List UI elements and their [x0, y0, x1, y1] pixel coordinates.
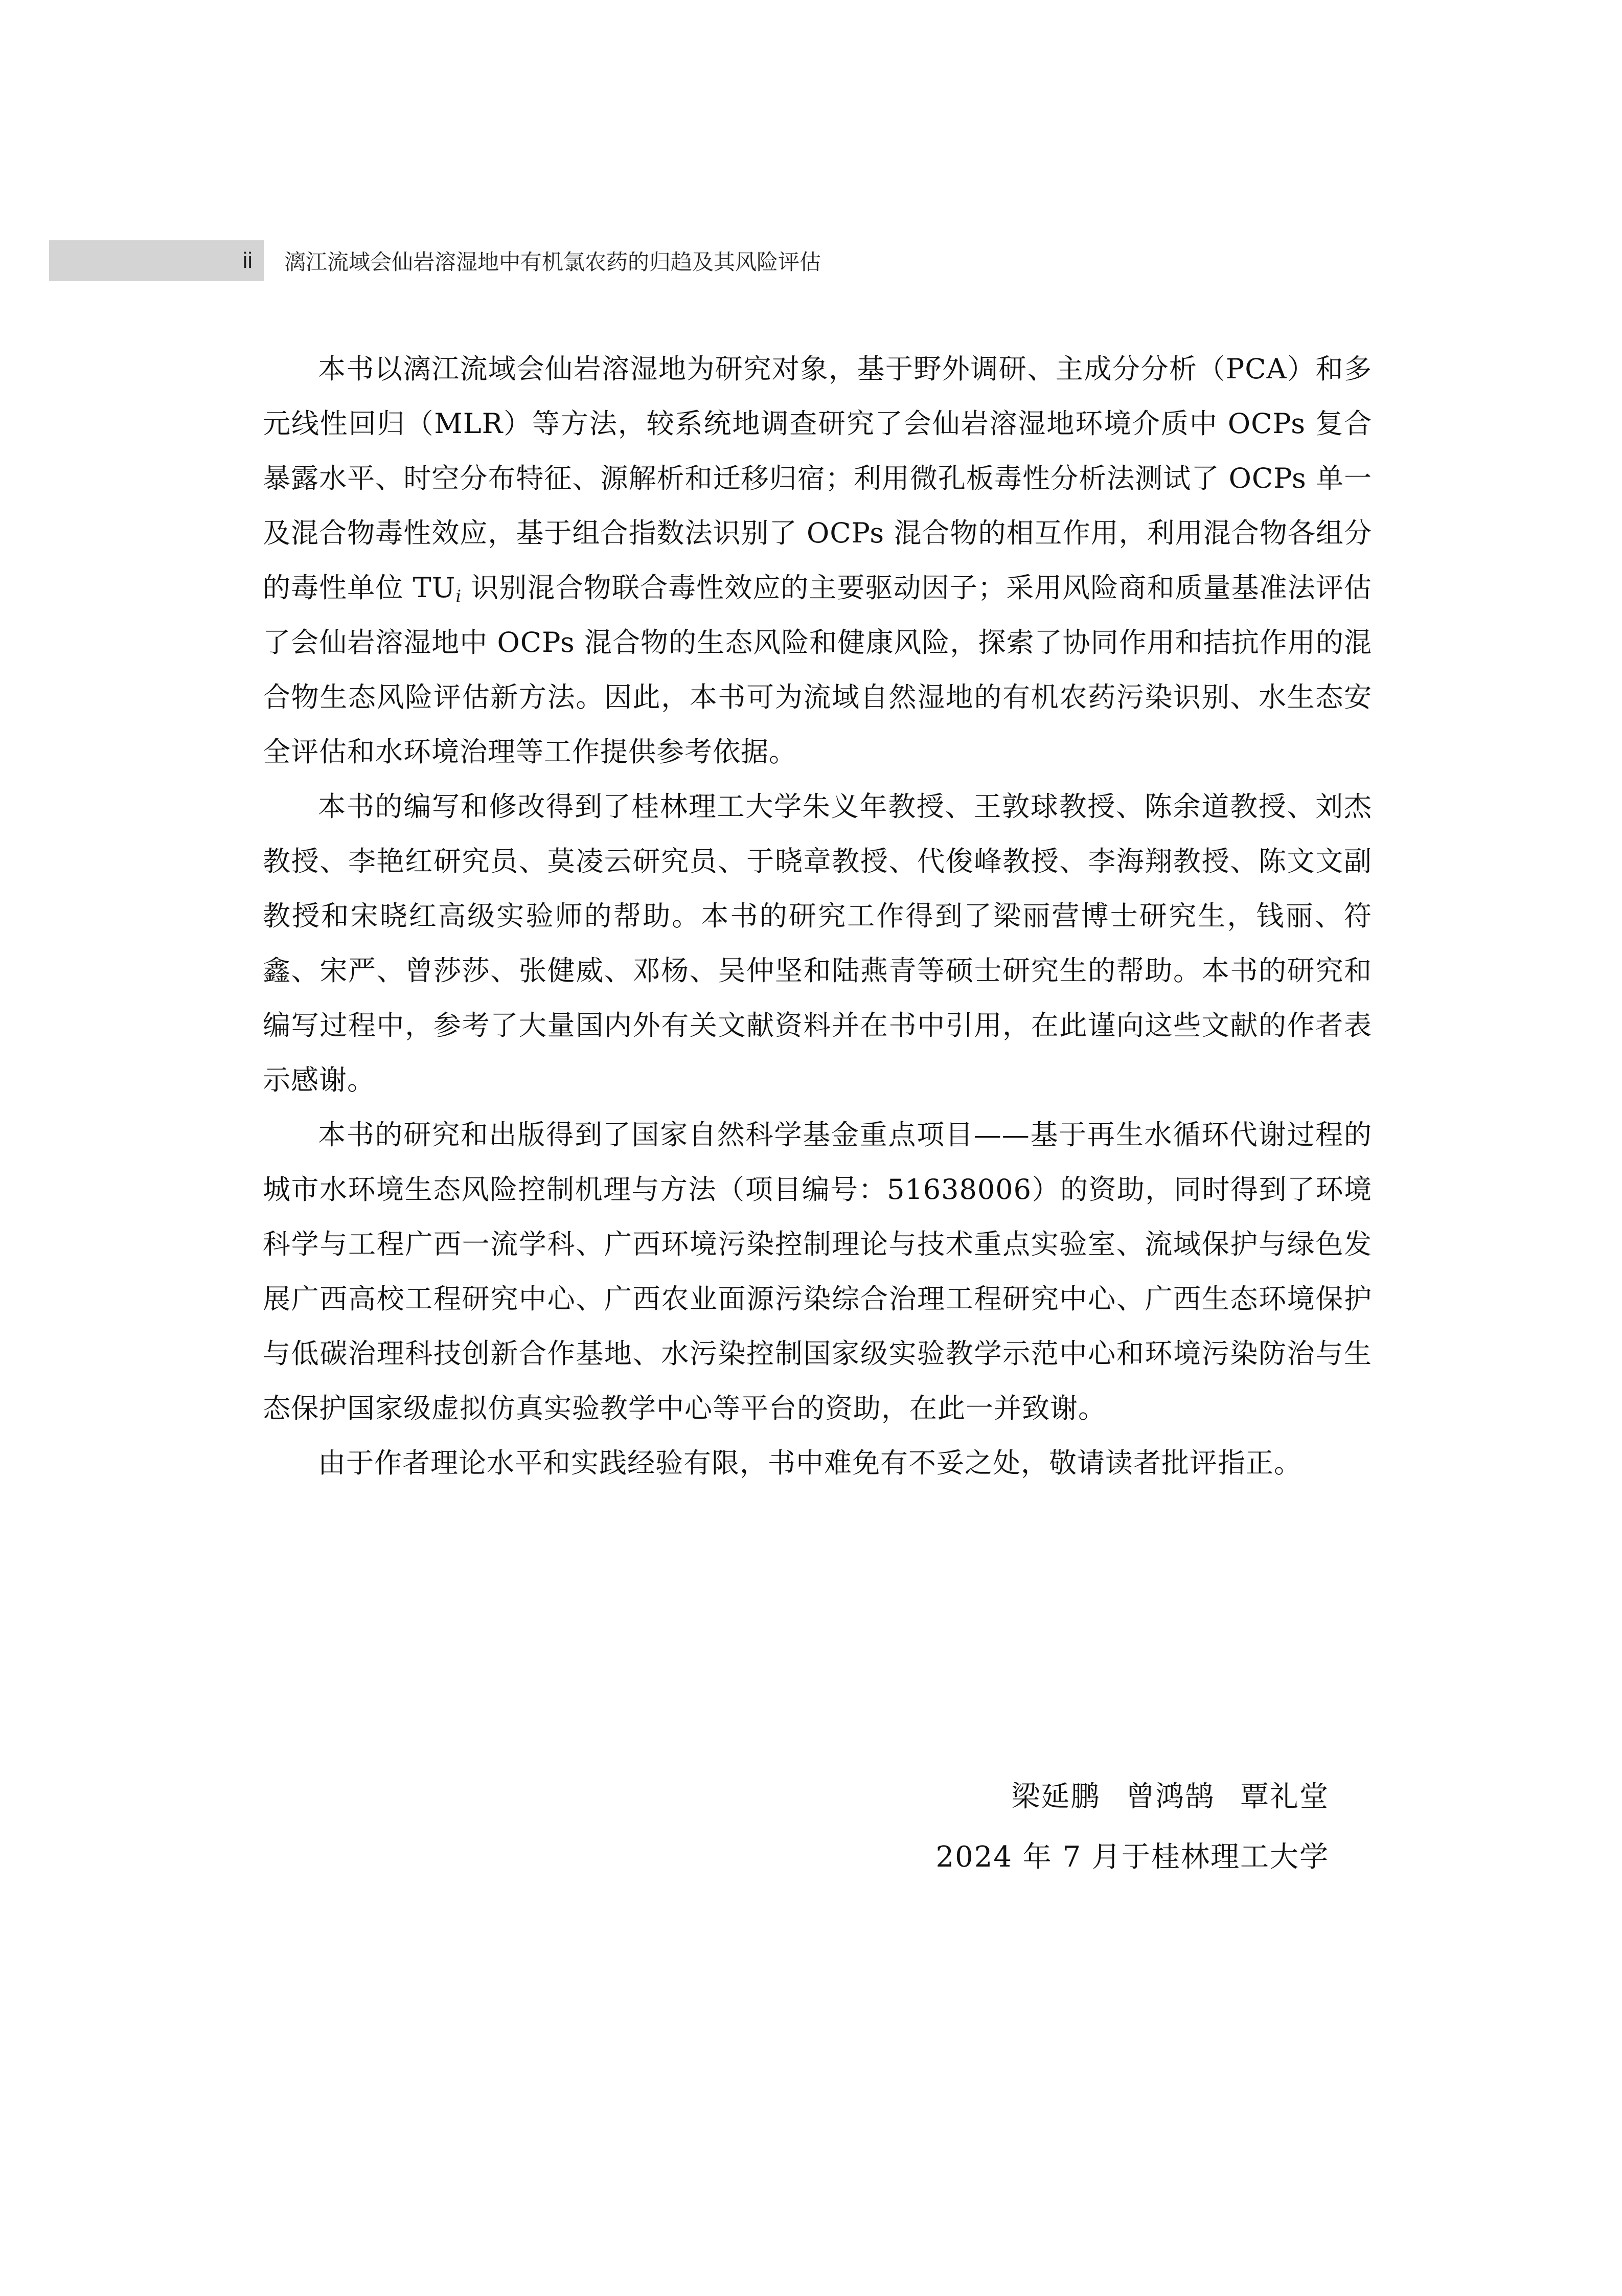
page-number-band — [49, 240, 264, 281]
preface-body — [263, 342, 1372, 1490]
page-number: ii — [242, 248, 253, 273]
book-title: 漓江流域会仙岩溶湿地中有机氯农药的归趋及其风险评估 — [284, 249, 821, 275]
running-header — [49, 240, 1572, 281]
paragraph-research-summary — [263, 342, 1372, 779]
subscript: i — [455, 586, 462, 607]
paragraph-acknowledgements: 本书的编写和修改得到了桂林理工大学朱义年教授、王敦球教授、陈余道教授、刘杰教授、李艳红研究员、莫凌云研究员、于晓章教授、代俊峰教授、李海翔教授、陈文文副教授和宋晓红高级实验师的帮助。本书的研究工作得到了梁丽营博士研究生，钱丽、符鑫、宋严、曾莎莎、张健威、邓杨、吴仲坚和陆燕青等硕士研究生的帮助。本书的研究和编写过程中，参考了大量国内外有关文献资料并在书中引用，在此谨向这些文献的作者表示感谢。 — [263, 790, 1372, 1096]
signature-date: 2024 年 7 月于桂林理工大学 — [935, 1840, 1329, 1874]
paragraph-disclaimer: 由于作者理论水平和实践经验有限，书中难免有不妥之处，敬请读者批评指正。 — [318, 1447, 1302, 1479]
paragraph-funding: 本书的研究和出版得到了国家自然科学基金重点项目——基于再生水循环代谢过程的城市水环境生态风险控制机理与方法（项目编号：51638006）的资助，同时得到了环境科学与工程广西一流学科、广西环境污染控制理论与技术重点实验室、流域保护与绿色发展广西高校工程研究中心、广西农业面源污染综合治理工程研究中心、广西生态环境保护与低碳治理科技创新合作基地、水污染控制国家级实验教学示范中心和环境污染防治与生态保护国家级虚拟仿真实验教学中心等平台的资助，在此一并致谢。 — [263, 1119, 1372, 1424]
signature-authors: 梁延鹏 曾鸿鹄 覃礼堂 — [1011, 1780, 1329, 1813]
paragraph-text: 本书以漓江流域会仙岩溶湿地为研究对象，基于野外调研、主成分分析（PCA）和多元线性回归（MLR）等方法，较系统地调查研究了会仙岩溶湿地环境介质中 OCPs 复合暴露水平、时空分布特征、源解析和迁移归宿；利用微孔板毒性分析法测试了 OCPs 单一及混合物毒性效应，基于组合指数法识别了 OCPs 混合物的相互作用，利用混合物各组分的毒性单位 TU — [263, 353, 1372, 604]
paragraph-text: 识别混合物联合毒性效应的主要驱动因子；采用风险商和质量基准法评估了会仙岩溶湿地中 OCPs 混合物的生态风险和健康风险，探索了协同作用和拮抗作用的混合物生态风险评估新方法。因此，本书可为流域自然湿地的有机农药污染识别、水生态安全评估和水环境治理等工作提供参考依据。 — [263, 572, 1372, 768]
